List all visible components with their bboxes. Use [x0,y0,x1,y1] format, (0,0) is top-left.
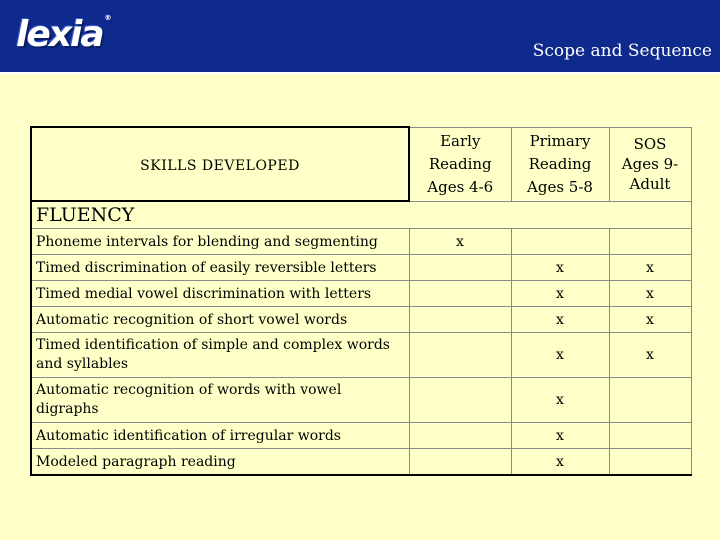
mark-primary: x [511,281,609,307]
page-title: Scope and Sequence [532,41,712,61]
table-row [31,229,691,255]
mark-primary: x [511,255,609,281]
mark-early [409,307,511,333]
mark-sos [609,378,691,423]
mark-primary: x [511,449,609,476]
header-divider [0,72,720,74]
skill-label: Timed identification of simple and complex words and syllables [31,333,409,378]
mark-early [409,423,511,449]
table-row [31,255,691,281]
header-bar [0,0,720,72]
mark-sos: x [609,281,691,307]
table-row [31,333,691,378]
mark-early: x [409,229,511,255]
scope-sequence-table [30,126,692,476]
table-row [31,281,691,307]
skill-label: Timed medial vowel discrimination with letters [31,281,409,307]
skill-label: Automatic recognition of words with vowel digraphs [31,378,409,423]
skills-header: SKILLS DEVELOPED [31,127,409,201]
mark-early [409,333,511,378]
mark-sos [609,423,691,449]
mark-primary: x [511,333,609,378]
column-header-sos: SOS Ages 9- Adult [609,127,691,201]
mark-early [409,255,511,281]
skill-label: Timed discrimination of easily reversible letters [31,255,409,281]
section-fluency: FLUENCY [31,201,691,229]
mark-early [409,281,511,307]
skill-label: Automatic identification of irregular words [31,423,409,449]
mark-primary: x [511,378,609,423]
table-row [31,449,691,476]
skill-label: Modeled paragraph reading [31,449,409,476]
skill-label: Phoneme intervals for blending and segmenting [31,229,409,255]
mark-early [409,449,511,476]
mark-primary: x [511,423,609,449]
mark-primary [511,229,609,255]
mark-primary: x [511,307,609,333]
table-row [31,378,691,423]
lexia-logo: lexia ® [16,14,112,55]
mark-sos: x [609,333,691,378]
mark-sos [609,449,691,476]
mark-sos: x [609,307,691,333]
column-header-early: Early Reading Ages 4-6 [409,127,511,201]
table-row [31,307,691,333]
column-header-primary: Primary Reading Ages 5-8 [511,127,609,201]
skill-label: Automatic recognition of short vowel words [31,307,409,333]
table-row [31,423,691,449]
mark-sos [609,229,691,255]
mark-sos: x [609,255,691,281]
mark-early [409,378,511,423]
